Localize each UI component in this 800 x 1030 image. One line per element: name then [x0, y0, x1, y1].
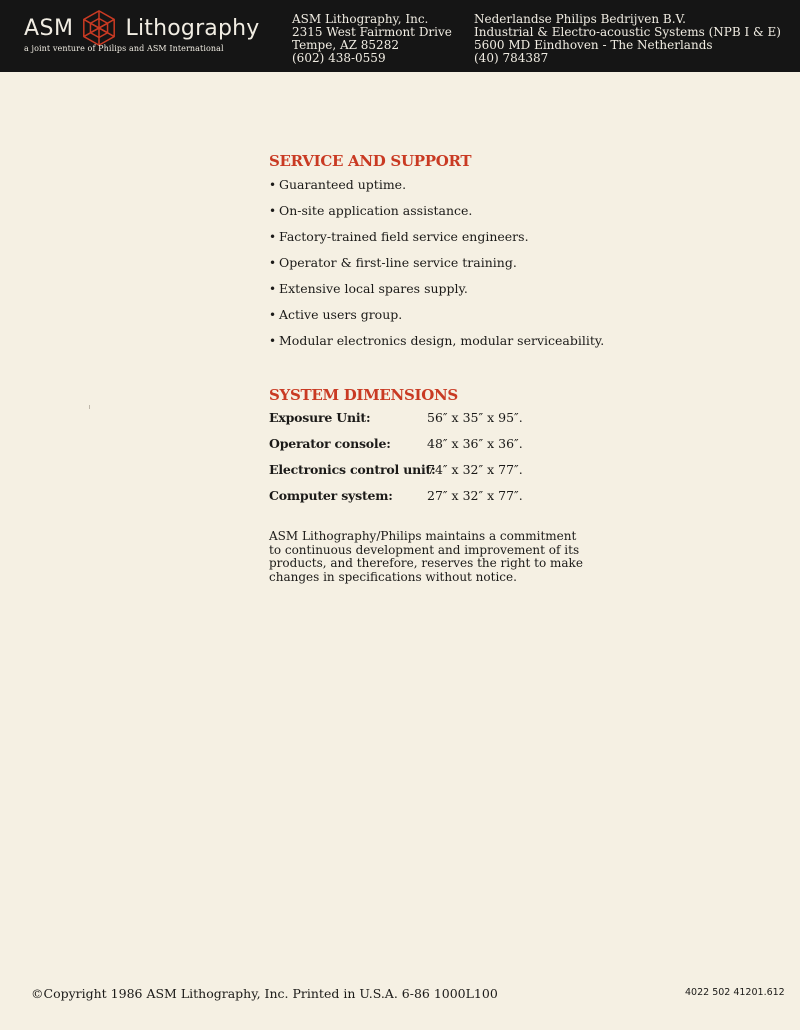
- list-item: [269, 255, 629, 281]
- system-dimensions-heading: SYSTEM DIMENSIONS: [269, 386, 458, 404]
- brand-row: [24, 9, 260, 47]
- list-item: [269, 333, 629, 359]
- dimension-label: Computer system:: [269, 488, 393, 503]
- list-item: [269, 229, 629, 255]
- nl-address-line: (40) 784387: [474, 51, 549, 65]
- nl-address-line: Nederlandse Philips Bedrijven B.V.: [474, 12, 686, 26]
- list-item-text: Active users group.: [279, 307, 403, 322]
- list-item-text: On-site application assistance.: [279, 203, 473, 218]
- geodesic-hexagon-icon: [80, 9, 118, 47]
- dimension-value: 74″ x 32″ x 77″.: [427, 462, 523, 477]
- bullet: •: [269, 230, 277, 244]
- us-address-line: Tempe, AZ 85282: [292, 38, 399, 52]
- dimension-value: 56″ x 35″ x 95″.: [427, 410, 523, 425]
- dimension-value: 48″ x 36″ x 36″.: [427, 436, 523, 451]
- us-address-line: 2315 West Fairmont Drive: [292, 25, 452, 39]
- us-address: [292, 13, 462, 65]
- dimension-label: Electronics control unit:: [269, 462, 436, 477]
- dimension-value: 27″ x 32″ x 77″.: [427, 488, 523, 503]
- list-item-text: Modular electronics design, modular serviceability.: [279, 333, 605, 348]
- us-address-line: ASM Lithography, Inc.: [292, 12, 429, 26]
- bullet: •: [269, 334, 277, 348]
- table-row: [269, 436, 569, 462]
- list-item: [269, 177, 629, 203]
- specification-notice: [269, 529, 583, 584]
- table-row: [269, 488, 569, 514]
- us-address-line: (602) 438-0559: [292, 51, 386, 65]
- table-row: [269, 462, 569, 488]
- nl-address-line: 5600 MD Eindhoven - The Netherlands: [474, 38, 713, 52]
- bullet: •: [269, 282, 277, 296]
- bullet: •: [269, 256, 277, 270]
- table-row: [269, 410, 569, 436]
- letterhead-banner: [0, 0, 800, 72]
- bullet: •: [269, 178, 277, 192]
- copyright-line: ©Copyright 1986 ASM Lithography, Inc. Printed in U.S.A. 6-86 1000L100: [31, 986, 498, 1001]
- document-number: 4022 502 41201.612: [685, 987, 785, 998]
- brand-block: [24, 9, 260, 57]
- service-support-list: [269, 177, 629, 359]
- notice-line: products, and therefore, reserves the right to make: [269, 556, 583, 570]
- list-item-text: Operator & first-line service training.: [279, 255, 517, 270]
- list-item-text: Factory-trained field service engineers.: [279, 229, 529, 244]
- bullet: •: [269, 308, 277, 322]
- notice-line: ASM Lithography/Philips maintains a commitment: [269, 529, 577, 543]
- list-item: [269, 281, 629, 307]
- service-support-heading: SERVICE AND SUPPORT: [269, 152, 472, 170]
- list-item: [269, 203, 629, 229]
- list-item-text: Extensive local spares supply.: [279, 281, 468, 296]
- nl-address-line: Industrial & Electro-acoustic Systems (NPB I & E): [474, 25, 781, 39]
- list-item-text: Guaranteed uptime.: [279, 177, 407, 192]
- list-item: [269, 307, 629, 333]
- notice-line: to continuous development and improvement of its: [269, 542, 580, 557]
- nl-address: [474, 13, 792, 65]
- bullet: •: [269, 204, 277, 218]
- paper-speck: [89, 405, 90, 409]
- dimension-label: Operator console:: [269, 436, 391, 451]
- notice-line: changes in specifications without notice.: [269, 569, 517, 584]
- dimensions-table: [269, 410, 569, 514]
- brand-name-lithography: Lithography: [125, 15, 260, 41]
- dimension-label: Exposure Unit:: [269, 410, 371, 425]
- brand-tagline: a joint venture of Philips and ASM International: [24, 44, 224, 53]
- brand-name-asm: ASM: [24, 15, 74, 41]
